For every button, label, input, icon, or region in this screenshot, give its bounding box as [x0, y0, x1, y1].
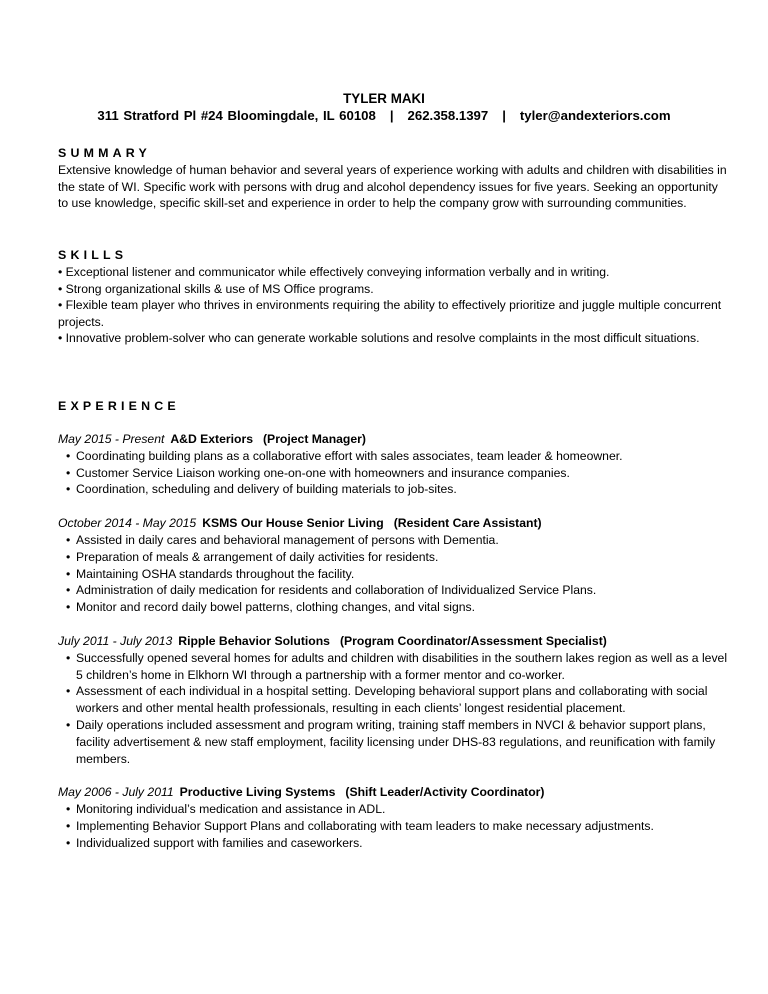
- job-dates: October 2014 - May 2015: [58, 516, 197, 531]
- section-title-summary: SUMMARY: [58, 146, 151, 160]
- job-entry: [58, 431, 728, 498]
- skill-item: • Innovative problem-solver who can generate workable solutions and resolve complaints in the most difficult situations.: [58, 331, 700, 346]
- job-header: [58, 784, 728, 801]
- resume-header: [0, 90, 768, 125]
- job-bullet: • Maintaining OSHA standards throughout the facility.: [66, 566, 355, 581]
- job-bullet: • Assessment of each individual in a hospital setting. Developing behavioral support plans and collaborating with social workers and other mental health professionals, resulting in each clients’ longest residential placement.: [66, 684, 708, 716]
- job-bullet: • Implementing Behavior Support Plans and collaborating with team leaders to make necessary adjustments.: [66, 818, 654, 833]
- summary-section: [58, 145, 728, 212]
- job-bullet: • Administration of daily medication for residents and collaboration of Individualized Service Plans.: [66, 583, 597, 598]
- job-bullet: • Monitor and record daily bowel patterns, clothing changes, and vital signs.: [66, 600, 476, 615]
- email: tyler@andexteriors.com: [519, 108, 671, 123]
- separator: |: [502, 108, 506, 123]
- separator: |: [389, 108, 394, 123]
- section-title-experience: EXPERIENCE: [58, 399, 180, 413]
- skill-item: • Strong organizational skills & use of MS Office programs.: [58, 281, 374, 296]
- job-bullet: • Successfully opened several homes for adults and children with disabilities in the southern lakes region as well as a level 5 children’s home in Elkhorn WI through a partnership with a former mentor and co-worker.: [66, 650, 728, 682]
- address: 311 Stratford Pl #24 Bloomingdale, IL 60108: [97, 108, 376, 123]
- job-company: Ripple Behavior Solutions: [178, 633, 330, 648]
- job-role: (Shift Leader/Activity Coordinator): [345, 785, 545, 800]
- job-entry: [58, 784, 728, 851]
- job-role: (Program Coordinator/Assessment Specialist): [339, 633, 607, 648]
- job-bullet: • Assisted in daily cares and behavioral management of persons with Dementia.: [66, 532, 499, 547]
- experience-section: [58, 398, 728, 869]
- skill-item: • Exceptional listener and communicator while effectively conveying information verbally and in writing.: [58, 265, 610, 279]
- job-header: [58, 431, 728, 448]
- phone: 262.358.1397: [407, 108, 489, 123]
- job-company: KSMS Our House Senior Living: [202, 516, 384, 531]
- job-entry: [58, 633, 728, 767]
- skill-item: • Flexible team player who thrives in environments requiring the ability to effectively prioritize and juggle multiple concurrent projects.: [58, 298, 722, 329]
- job-bullet: • Daily operations included assessment and program writing, training staff members in NVCI & behavior support plans, facility advertisement & new staff employment, facility licensing under DHS-83 regulations, and reunification with family members.: [66, 717, 716, 766]
- summary-text: Extensive knowledge of human behavior and several years of experience working with adults and children with disabilities in the state of WI. Specific work with persons with drug and alcohol dependency issues for five years. Seeking an opportunity to use knowledge, specific skill-set and experience in order to help the company grow with surrounding communities.: [58, 163, 727, 211]
- skills-section: [58, 247, 728, 347]
- job-dates: July 2011 - July 2013: [58, 633, 173, 648]
- job-bullet: • Preparation of meals & arrangement of daily activities for residents.: [66, 549, 439, 564]
- job-header: [58, 515, 728, 532]
- job-role: (Resident Care Assistant): [393, 516, 542, 531]
- job-company: Productive Living Systems: [179, 785, 336, 800]
- contact-line: [0, 107, 768, 125]
- applicant-name: TYLER MAKI: [343, 91, 425, 106]
- job-bullet: • Coordination, scheduling and delivery of building materials to job-sites.: [66, 482, 457, 497]
- section-title-skills: SKILLS: [58, 248, 128, 262]
- job-header: [58, 633, 728, 650]
- job-role: (Project Manager): [263, 432, 366, 446]
- job-bullet: • Coordinating building plans as a collaborative effort with sales associates, team leader & homeowner.: [66, 448, 623, 463]
- job-entry: [58, 515, 728, 616]
- job-bullet: • Customer Service Liaison working one-on-one with homeowners and insurance companies.: [66, 465, 570, 480]
- job-bullet: • Monitoring individual’s medication and assistance in ADL.: [66, 802, 386, 817]
- job-bullet: • Individualized support with families and caseworkers.: [66, 835, 363, 850]
- job-company: A&D Exteriors: [170, 432, 253, 446]
- job-dates: May 2006 - July 2011: [58, 785, 174, 800]
- job-dates: May 2015 - Present: [58, 432, 165, 446]
